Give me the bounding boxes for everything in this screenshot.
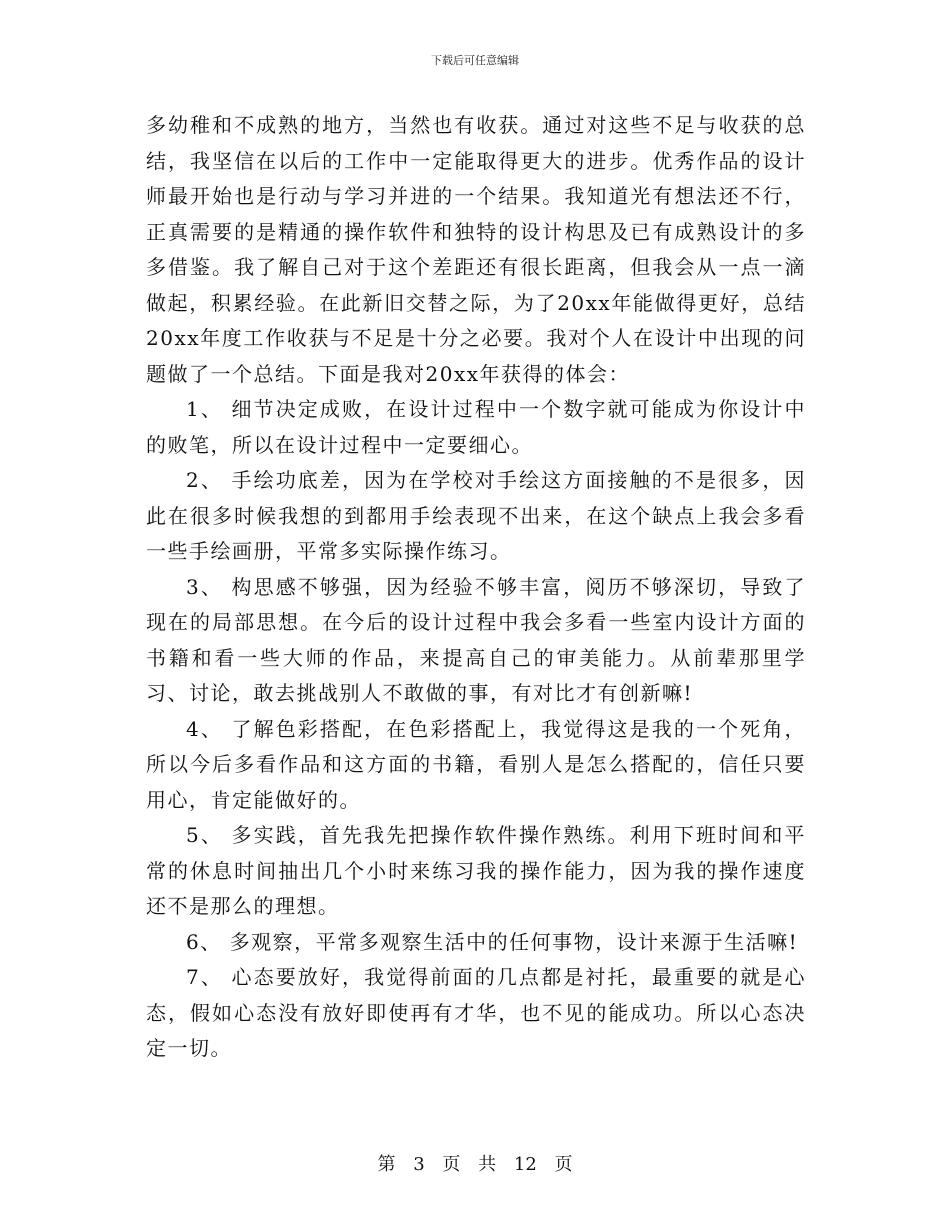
- page-header: [0, 54, 950, 68]
- list-item-3: 3、 构思感不够强，因为经验不够丰富，阅历不够深切，导致了现在的局部思想。在今后的设计过程中我会多看一些室内设计方面的书籍和看一些大师的作品，来提高自己的审美能力。从前辈那里学习、讨论，敢去挑战别人不敢做的事，有对比才有创新嘛!: [146, 574, 806, 705]
- page-footer: [0, 1154, 950, 1176]
- intro-paragraph: 多幼稚和不成熟的地方，当然也有收获。通过对这些不足与收获的总结，我坚信在以后的工作中一定能取得更大的进步。优秀作品的设计师最开始也是行动与学习并进的一个结果。我知道光有想法还不行，正真需要的是精通的操作软件和独特的设计构思及已有成熟设计的多多借鉴。我了解自己对于这个差距还有很长距离，但我会从一点一滴做起，积累经验。在此新旧交替之际，为了20xx年能做得更好，总结20xx年度工作收获与不足是十分之必要。我对个人在设计中出现的问题做了一个总结。下面是我对20xx年获得的体会：: [146, 113, 806, 386]
- footer-page-word: 页: [442, 1154, 461, 1175]
- current-page-number: 3: [413, 1154, 425, 1175]
- footer-total-word: 共: [478, 1154, 497, 1175]
- footer-suffix: 页: [554, 1154, 573, 1175]
- footer-prefix: 第: [377, 1154, 396, 1175]
- header-note: 下载后可任意编辑: [431, 54, 519, 67]
- list-item-7: 7、 心态要放好，我觉得前面的几点都是衬托，最重要的就是心态，假如心态没有放好即使再有才华，也不见的能成功。所以心态决定一切。: [146, 965, 806, 1060]
- list-item-4: 4、 了解色彩搭配，在色彩搭配上，我觉得这是我的一个死角，所以今后多看作品和这方面的书籍，看别人是怎么搭配的，信任只要用心，肯定能做好的。: [146, 716, 806, 812]
- document-body: [146, 108, 806, 1067]
- list-item-2: 2、 手绘功底差，因为在学校对手绘这方面接触的不是很多，因此在很多时候我想的到都用手绘表现不出来，在这个缺点上我会多看一些手绘画册，平常多实际操作练习。: [146, 468, 806, 563]
- list-item-1: 1、 细节决定成败，在设计过程中一个数字就可能成为你设计中的败笔，所以在设计过程中一定要细心。: [146, 397, 806, 457]
- list-item-6: 6、 多观察，平常多观察生活中的任何事物，设计来源于生活嘛!: [186, 929, 799, 954]
- total-pages-number: 12: [513, 1154, 537, 1175]
- list-item-5: 5、 多实践，首先我先把操作软件操作熟练。利用下班时间和平常的休息时间抽出几个小时来练习我的操作能力，因为我的操作速度还不是那么的理想。: [146, 823, 806, 918]
